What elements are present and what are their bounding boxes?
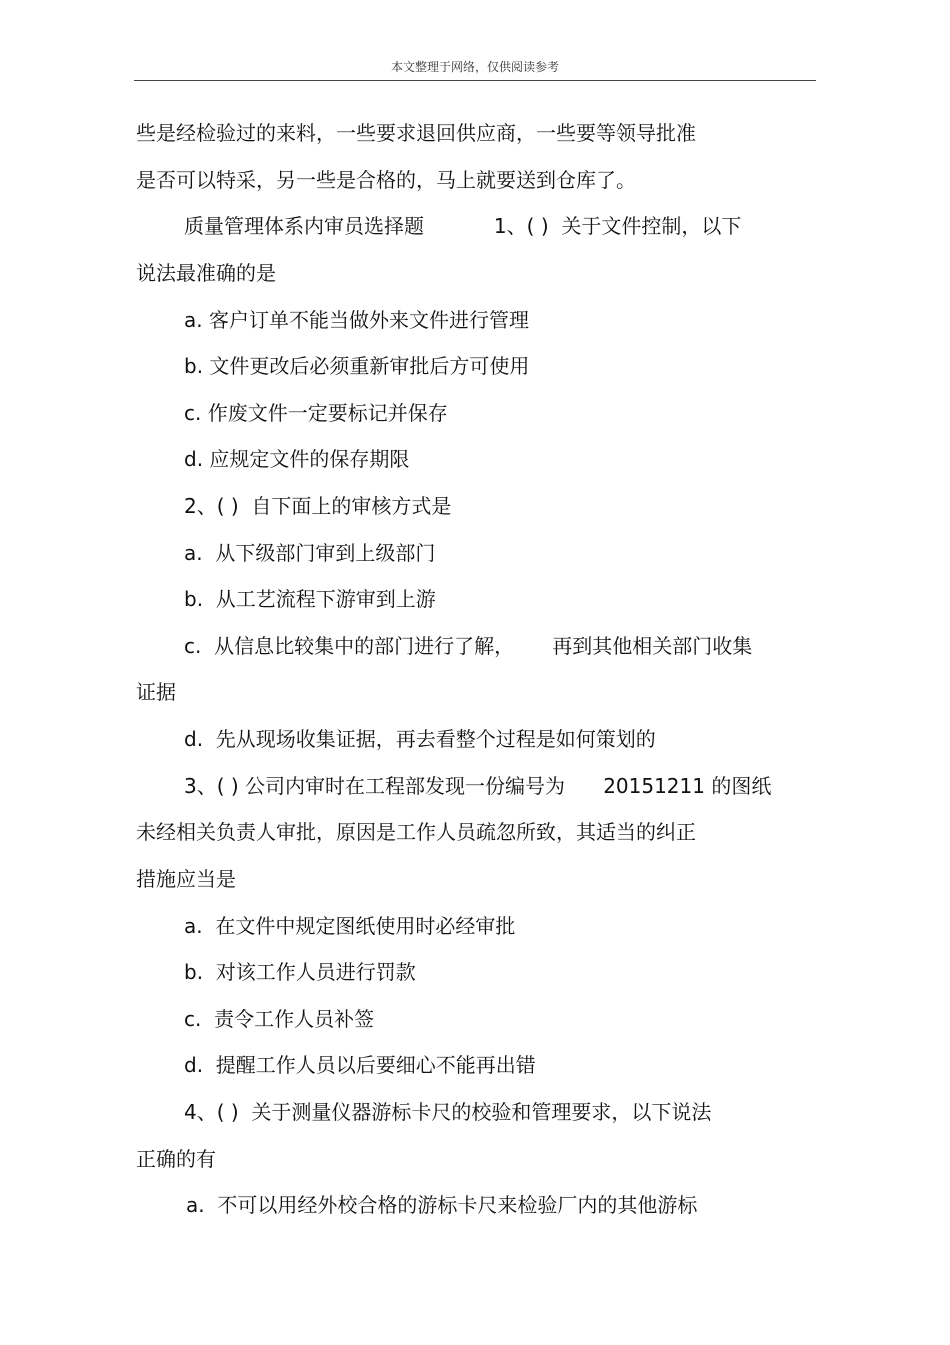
question-1-stem: 质量管理体系内审员选择题 1、( ) 关于文件控制，以下: [184, 214, 742, 238]
question-1-option-c: c. 作废文件一定要标记并保存: [184, 401, 448, 425]
body-line: 证据: [136, 680, 176, 704]
body-line: 说法最准确的是: [136, 261, 276, 285]
page-header: 本文整理于网络，仅供阅读参考: [390, 60, 559, 74]
question-3-option-a: a. 在文件中规定图纸使用时必经审批: [184, 914, 516, 938]
question-3-option-d: d. 提醒工作人员以后要细心不能再出错: [184, 1053, 536, 1077]
question-1-option-d: d. 应规定文件的保存期限: [184, 447, 410, 471]
question-4-stem: 4、( ) 关于测量仪器游标卡尺的校验和管理要求，以下说法: [184, 1100, 712, 1124]
question-3-stem: 3、( ) 公司内审时在工程部发现一份编号为 20151211 的图纸: [184, 774, 772, 798]
question-1-option-a: a. 客户订单不能当做外来文件进行管理: [184, 308, 529, 332]
question-2-option-a: a. 从下级部门审到上级部门: [184, 541, 436, 565]
body-line: 正确的有: [136, 1147, 216, 1171]
question-4-option-a: a. 不可以用经外校合格的游标卡尺来检验厂内的其他游标: [186, 1193, 698, 1217]
body-line: 措施应当是: [136, 867, 236, 891]
question-3-option-c: c. 责令工作人员补签: [184, 1007, 375, 1031]
question-3-option-b: b. 对该工作人员进行罚款: [184, 960, 416, 984]
question-2-stem: 2、( ) 自下面上的审核方式是: [184, 494, 452, 518]
question-2-option-c: c. 从信息比较集中的部门进行了解， 再到其他相关部门收集: [184, 634, 753, 658]
header-divider: [134, 80, 816, 81]
question-1-option-b: b. 文件更改后必须重新审批后方可使用: [184, 354, 530, 378]
body-line: 未经相关负责人审批，原因是工作人员疏忽所致，其适当的纠正: [136, 820, 696, 844]
question-2-option-b: b. 从工艺流程下游审到上游: [184, 587, 436, 611]
body-line: 是否可以特采，另一些是合格的，马上就要送到仓库了。: [136, 168, 636, 192]
body-line: 些是经检验过的来料，一些要求退回供应商，一些要等领导批准: [136, 121, 696, 145]
question-2-option-d: d. 先从现场收集证据，再去看整个过程是如何策划的: [184, 727, 656, 751]
